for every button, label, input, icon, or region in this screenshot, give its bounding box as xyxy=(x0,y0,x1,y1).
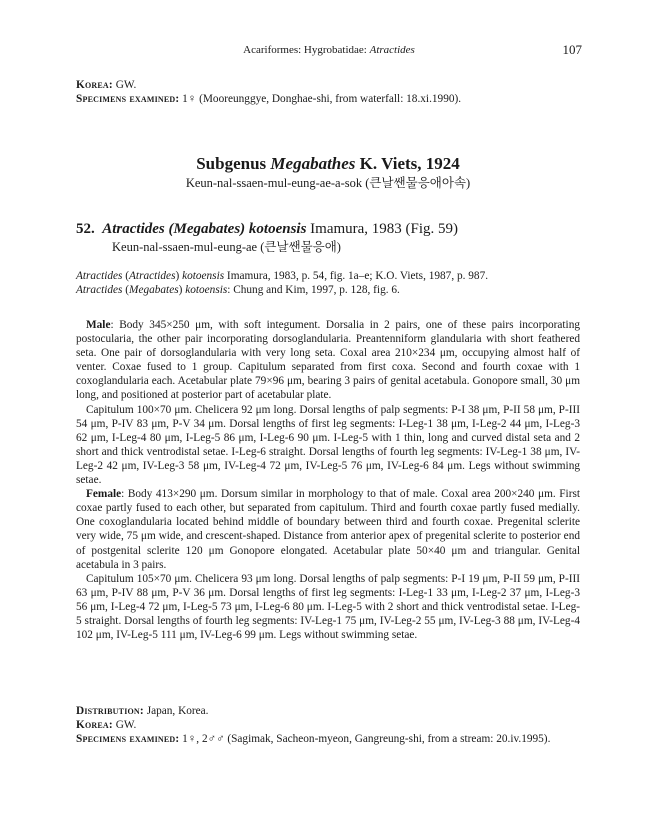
subgenus-heading xyxy=(76,153,580,192)
distribution-record xyxy=(76,704,580,718)
synonym-species: kotoensis xyxy=(182,270,225,282)
species-title xyxy=(76,219,580,239)
specimens-label: Specimens examined: xyxy=(76,733,180,745)
specimens-record xyxy=(76,732,580,746)
specimens-record xyxy=(76,92,580,106)
synonym-subgenus: Atractides xyxy=(129,270,176,282)
synonym-sep: ( xyxy=(122,270,130,282)
female-label: Female xyxy=(86,488,122,501)
male-text: : Body 345×250 μm, with soft integument. Dorsalia in 2 pairs, one of these pairs incorporating postocularia, the other pair incorporating dorsoglandularia. Preantenniform glandularia with short feathered seta. One pair of dorsoglandularia with very long seta. Coxal area 210×234 μm, occupying almost half of venter. Coxae fused to 1 group. Capitulum separated from first coxa. Second and fourth coxae with 1 coxoglandularia each. Acetabular plate 79×96 μm, bearing 3 pairs of genital acetabula. Gonopore small, 30 μm long, and positioned at posterior part of acetabular plate. xyxy=(76,319,580,402)
synonym-sep: ) xyxy=(175,270,183,282)
korea-label: Korea: xyxy=(76,719,113,731)
synonym-sep: ) xyxy=(178,284,186,296)
species-binomial: Atractides (Megabates) kotoensis xyxy=(102,221,307,237)
synonym-citation: Imamura, 1983, p. 54, fig. 1a–e; K.O. Viets, 1987, p. 987. xyxy=(224,270,489,282)
distribution-value: Japan, Korea. xyxy=(146,705,209,717)
subgenus-title xyxy=(76,153,580,175)
page-number: 107 xyxy=(562,42,582,57)
male-appendages: Capitulum 100×70 μm. Chelicera 92 μm long. Dorsal lengths of palp segments: P-I 38 μm, P-II 58 μm, P-III 54 μm, P-IV 83 μm, P-V 34 μm. Dorsal lengths of first leg segments: I-Leg-1 38 μm, I-Leg-2 44 μm, I-Leg-3 62 μm, I-Leg-4 80 μm, I-Leg-5 86 μm, I-Leg-6 90 μm. I-Leg-5 with 1 thin, long and curved distal seta and 2 short and thick ventrodistal setae. I-Leg-6 straight. Dorsal lengths of fourth leg segments: IV-Leg-1 38 μm, IV-Leg-2 42 μm, IV-Leg-3 58 μm, IV-Leg-4 72 μm, IV-Leg-5 76 μm, IV-Leg-6 84 μm. Legs without swimming setae. xyxy=(76,403,580,487)
running-title xyxy=(76,44,582,56)
subgenus-prefix: Subgenus xyxy=(196,154,271,173)
synonym-citation: : Chung and Kim, 1997, p. 128, fig. 6. xyxy=(227,284,400,296)
korea-label: Korea: xyxy=(76,79,113,91)
distribution-label: Distribution: xyxy=(76,705,144,717)
male-description xyxy=(76,318,580,403)
synonym-species: kotoensis xyxy=(185,284,228,296)
korea-value: GW. xyxy=(115,719,137,731)
species-author: Imamura, 1983 (Fig. 59) xyxy=(306,221,459,237)
specimens-value: 1♀, 2♂♂ (Sagimak, Sacheon-myeon, Gangreung-shi, from a stream: 20.iv.1995). xyxy=(182,733,551,745)
top-records xyxy=(76,78,580,106)
korea-record xyxy=(76,78,580,92)
korea-record xyxy=(76,718,580,732)
running-title-genus: Atractides xyxy=(369,44,415,56)
species-korean-name: Keun-nal-ssaen-mul-eung-ae (큰날쌘물응애) xyxy=(112,240,341,254)
synonym-genus: Atractides xyxy=(76,270,123,282)
synonym-entry xyxy=(76,269,580,283)
synonym-subgenus: Megabates xyxy=(129,284,179,296)
male-label: Male xyxy=(86,319,111,331)
synonymy xyxy=(76,269,580,297)
synonym-entry xyxy=(76,283,580,297)
synonym-sep: ( xyxy=(122,284,130,296)
female-appendages: Capitulum 105×70 μm. Chelicera 93 μm long. Dorsal lengths of palp segments: P-I 19 μm, P-II 59 μm, P-III 63 μm, P-IV 88 μm, P-V 36 μm. Dorsal lengths of first leg segments: I-Leg-1 33 μm, I-Leg-2 37 μm, I-Leg-3 56 μm, I-Leg-4 72 μm, I-Leg-5 73 μm, I-Leg-6 80 μm. I-Leg-5 with 2 short and thick ventrodistal setae. I-Leg-5 straight. Dorsal lengths of fourth leg segments: IV-Leg-1 75 μm, IV-Leg-2 55 μm, IV-Leg-3 88 μm, IV-Leg-4 102 μm, IV-Leg-5 111 μm, IV-Leg-6 99 μm. Legs without swimming setae. xyxy=(76,572,580,642)
female-description xyxy=(76,487,580,572)
running-header xyxy=(76,42,582,58)
specimens-value: 1♀ (Mooreunggye, Donghae-shi, from waterfall: 18.xi.1990). xyxy=(182,93,462,105)
korea-value: GW. xyxy=(115,79,137,91)
female-text: : Body 413×290 μm. Dorsum similar in morphology to that of male. Coxal area 200×240 μm. First coxae partly fused to each other, but separated from capitulum. Third and fourth coxae partly fused medially. One coxoglandularia located behind middle of boundary between third and fourth coxae. Pregenital sclerite very wide, 75 μm wide, and crescent-shaped. Distance from anterior apex of pregenital sclerite to posterior end of postgenital sclerite 120 μm Gonopore elongated. Acetabular plate 50×40 μm and triangular. Genital acetabula in 3 pairs. xyxy=(76,488,580,571)
running-title-text: Acariformes: Hygrobatidae: xyxy=(243,44,370,56)
synonym-genus: Atractides xyxy=(76,284,123,296)
subgenus-korean-name: Keun-nal-ssaen-mul-eung-ae-a-sok (큰날쌘물응애아속) xyxy=(185,176,471,190)
species-number: 52. xyxy=(76,221,95,237)
specimens-label: Specimens examined: xyxy=(76,93,180,105)
species-heading xyxy=(76,219,580,256)
subgenus-name: Megabathes xyxy=(270,154,356,173)
bottom-records xyxy=(76,704,580,746)
subgenus-author: K. Viets, 1924 xyxy=(355,154,460,173)
description xyxy=(76,318,580,642)
